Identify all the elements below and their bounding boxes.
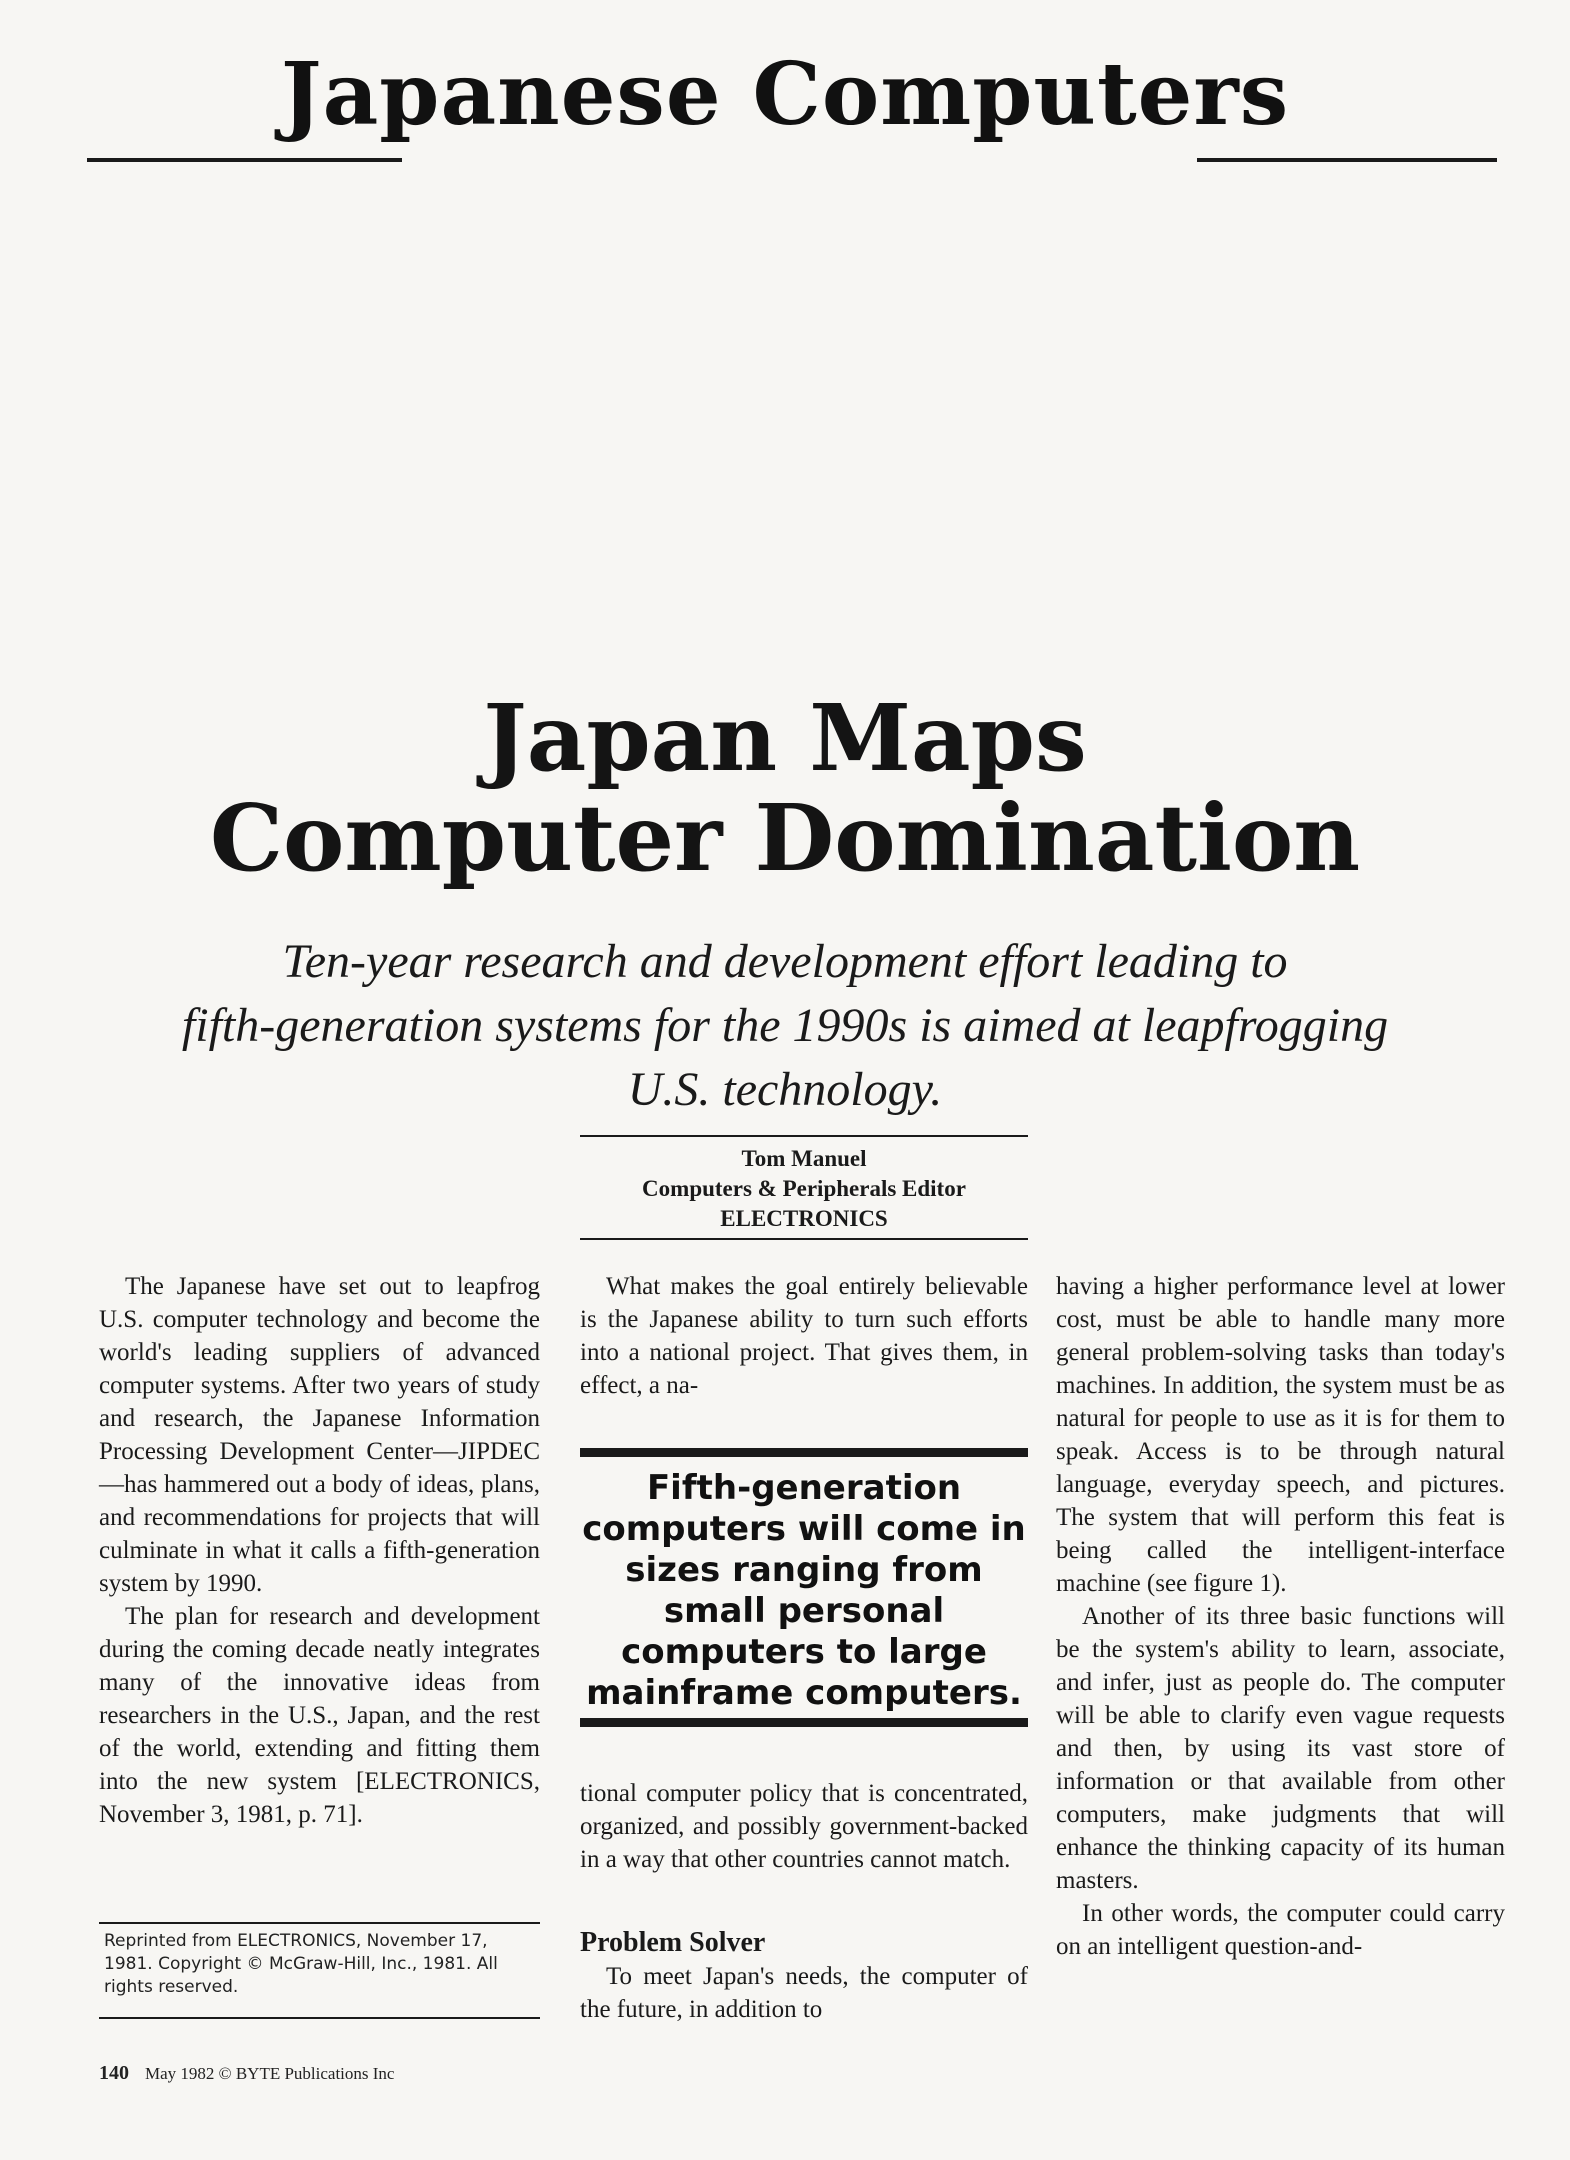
column-3	[1056, 1270, 1505, 1963]
col2-paragraph-2: To meet Japan's needs, the computer of the future, in addition to	[580, 1963, 1028, 2023]
column-2-bottom	[580, 1960, 1028, 2026]
column-1	[99, 1270, 540, 1831]
header-rule-left	[87, 158, 402, 162]
col1-paragraph-2: The plan for research and development during the coming decade neatly integrates many of the innovative ideas from researchers in the U.S., Japan, and the rest of the world, extending and fitting them into the new system [ELECTRONICS, November 3, 1981, p. 71].	[99, 1603, 540, 1828]
reprint-note: Reprinted from ELECTRONICS, November 17, 1981. Copyright © McGraw-Hill, Inc., 1981. All rights reserved.	[104, 1931, 498, 1997]
col3-paragraph-2: Another of its three basic functions will be the system's ability to learn, associate, and infer, just as people do. The computer will be able to clarify even vague requests and then, by using its vast store of information or that available from other computers, make judgments that will enhance the thinking capacity of its human masters.	[1056, 1603, 1505, 1894]
col2-paragraph-1: What makes the goal entirely believable is the Japanese ability to turn such efforts into a national project. That gives them, in effect, a na-	[580, 1273, 1028, 1399]
byline-publication: ELECTRONICS	[720, 1206, 888, 1231]
pullquote-rule-top	[580, 1448, 1028, 1457]
column-2-top	[580, 1270, 1028, 1402]
byline-author: Tom Manuel	[741, 1146, 867, 1171]
deck-line3: U.S. technology.	[627, 1063, 943, 1116]
subhead-problem-solver: Problem Solver	[580, 1927, 766, 1958]
deck-line1: Ten-year research and development effort leading to	[282, 935, 1288, 988]
byline-role: Computers & Peripherals Editor	[642, 1176, 966, 1201]
article-title-line2: Computer Domination	[209, 784, 1361, 892]
pullquote-rule-bottom	[580, 1718, 1028, 1727]
col1-paragraph-1: The Japanese have set out to leapfrog U.S. computer technology and become the world's leading suppliers of advanced computer systems. After two years of study and research, the Japanese Information Processing Development Center—JIPDEC—has hammered out a body of ideas, plans, and recommendations for projects that will culminate in what it calls a fifth-generation system by 1990.	[99, 1273, 540, 1597]
pullquote: Fifth-generation computers will come in sizes ranging from small personal computers to large mainframe computers.	[582, 1468, 1026, 1713]
article-title	[0, 684, 1570, 892]
col3-paragraph-3: In other words, the computer could carry on an intelligent question-and-	[1056, 1900, 1505, 1960]
page-number: 140	[99, 2062, 129, 2084]
deck-line2: fifth-generation systems for the 1990s is aimed at leapfrogging	[181, 999, 1389, 1052]
byline-rule-bottom	[580, 1238, 1028, 1240]
reprint-rule-bottom	[99, 2017, 540, 2019]
issue-line: May 1982 © BYTE Publications Inc	[145, 2064, 395, 2083]
article-title-line1: Japan Maps	[483, 684, 1087, 792]
col3-paragraph-1: having a higher performance level at lower cost, must be able to handle many more general problem-solving tasks than today's machines. In addition, the system must be as natural for people to use as it is for them to speak. Access is to be through natural language, everyday speech, and pictures. The system that will perform this feat is being called the intelligent-interface machine (see figure 1).	[1056, 1273, 1505, 1597]
byline	[580, 1144, 1028, 1234]
page-footer	[99, 2062, 394, 2085]
byline-rule-top	[580, 1135, 1028, 1137]
section-header-title: Japanese Computers	[280, 44, 1290, 145]
col2-paragraph-1-continued: tional computer policy that is concentrated, organized, and possibly government-backed in a way that other countries cannot match.	[580, 1780, 1028, 1873]
article-deck	[100, 930, 1470, 1122]
header-rule-right	[1197, 158, 1497, 162]
reprint-rule-top	[99, 1922, 540, 1924]
column-2-continued	[580, 1777, 1028, 1876]
